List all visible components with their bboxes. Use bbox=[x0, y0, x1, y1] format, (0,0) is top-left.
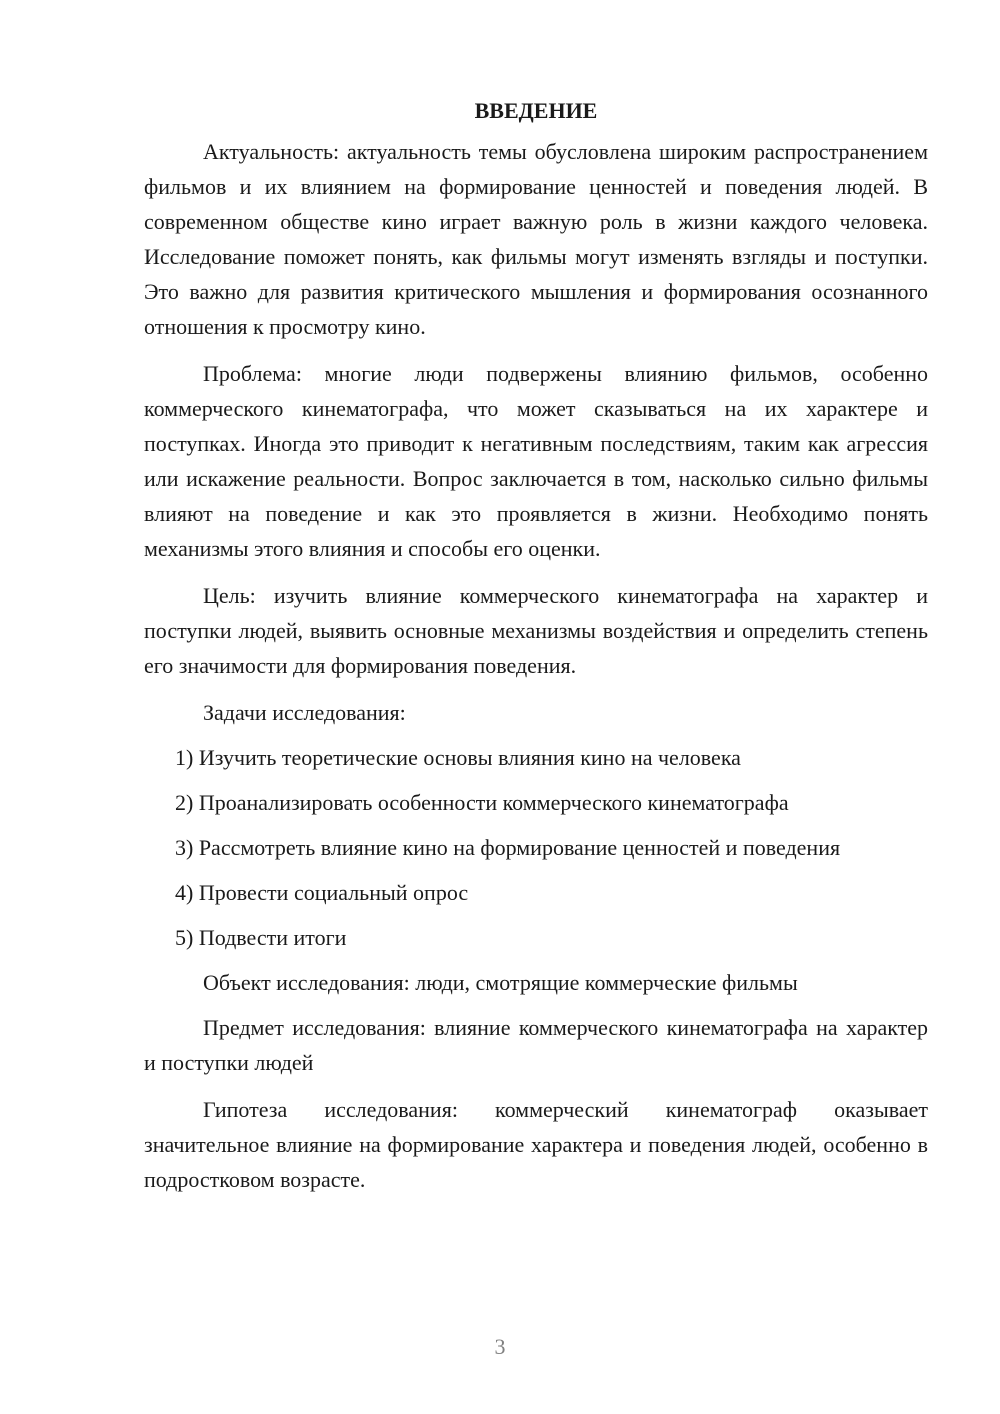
goal-paragraph: Цель: изучить влияние коммерческого кинематографа на характер и поступки людей, выявить основные механизмы воздействия и определить степень его значимости для формирования поведения. bbox=[144, 583, 928, 678]
list-item: 2) Проанализировать особенности коммерческого кинематографа bbox=[175, 790, 789, 815]
tasks-list bbox=[144, 740, 928, 955]
relevance-paragraph: Актуальность: актуальность темы обусловлена широким распространением фильмов и их влиянием на формирование ценностей и поведения людей. В современном обществе кино играет важную роль в жизни каждого человека. Исследование поможет понять, как фильмы могут изменять взгляды и поступки. Это важно для развития критического мышления и формирования осознанного отношения к просмотру кино. bbox=[144, 139, 928, 339]
section-title: ВВЕДЕНИЕ bbox=[474, 98, 598, 123]
hypothesis-paragraph: Гипотеза исследования: коммерческий кинематограф оказывает значительное влияние на формирование характера и поведения людей, особенно в подростковом возрасте. bbox=[144, 1097, 928, 1192]
page-number: 3 bbox=[494, 1334, 506, 1359]
tasks-heading: Задачи исследования: bbox=[203, 700, 406, 725]
list-item: 3) Рассмотреть влияние кино на формирование ценностей и поведения bbox=[175, 835, 841, 860]
list-item: 4) Провести социальный опрос bbox=[175, 880, 469, 905]
list-item: 5) Подвести итоги bbox=[175, 925, 347, 950]
problem-paragraph: Проблема: многие люди подвержены влиянию фильмов, особенно коммерческого кинематографа, что может сказываться на их характере и поступках. Иногда это приводит к негативным последствиям, таким как агрессия или искажение реальности. Вопрос заключается в том, насколько сильно фильмы влияют на поведение и как это проявляется в жизни. Необходимо понять механизмы этого влияния и способы его оценки. bbox=[144, 361, 928, 561]
object-paragraph: Объект исследования: люди, смотрящие коммерческие фильмы bbox=[203, 970, 798, 995]
subject-paragraph: Предмет исследования: влияние коммерческого кинематографа на характер и поступки людей bbox=[144, 1015, 928, 1075]
list-item: 1) Изучить теоретические основы влияния кино на человека bbox=[175, 745, 741, 770]
document-body bbox=[144, 96, 928, 1209]
